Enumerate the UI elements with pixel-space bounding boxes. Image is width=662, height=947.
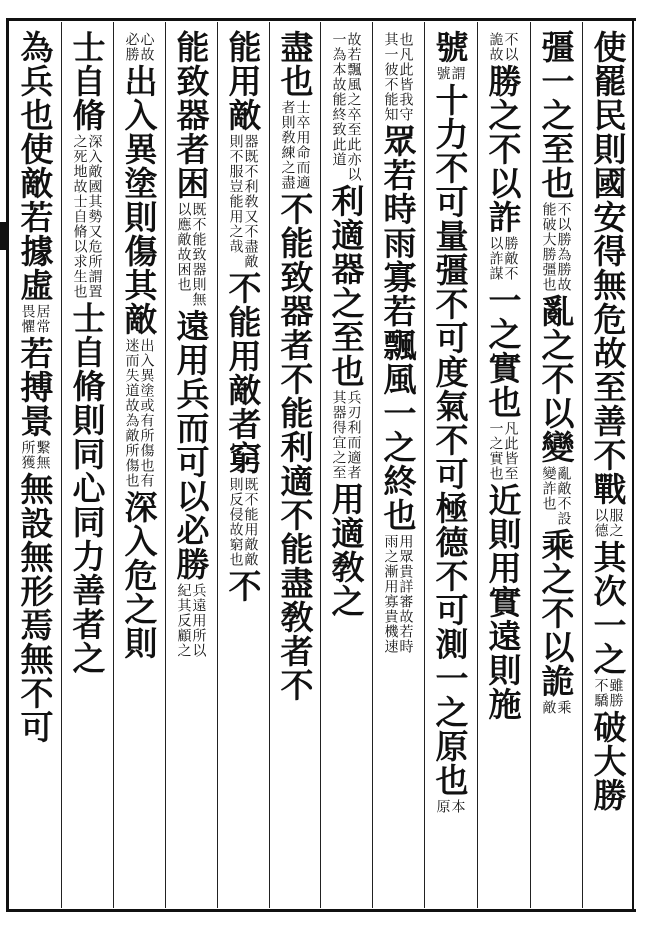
text-column bbox=[272, 30, 318, 902]
text-column bbox=[427, 30, 473, 902]
commentary-line: 士卒用命而適 bbox=[294, 100, 311, 190]
main-text: 不能致器者不能利適不能盡敎者不 bbox=[275, 192, 315, 702]
commentary-note bbox=[229, 134, 258, 269]
main-text: 士自脩 bbox=[67, 30, 107, 132]
commentary-note bbox=[332, 390, 361, 480]
commentary-note bbox=[281, 100, 310, 190]
commentary-line: 繫無 bbox=[34, 440, 51, 470]
main-text: 不能用敵者窮 bbox=[223, 271, 263, 475]
text-column bbox=[64, 30, 110, 902]
main-text: 眾若時雨寡若飄風一之終也 bbox=[378, 124, 418, 532]
commentary-line: 器既不利敎又不盡敵 bbox=[242, 134, 259, 269]
text-column bbox=[220, 30, 266, 902]
text-column bbox=[12, 30, 58, 902]
main-text: 利適器之至也 bbox=[326, 184, 366, 388]
commentary-line: 之死地故士自脩以求生也 bbox=[71, 134, 88, 299]
main-text: 用適敎之 bbox=[326, 482, 366, 618]
commentary-note bbox=[125, 32, 154, 62]
commentary-note bbox=[21, 304, 50, 334]
commentary-line: 以德 bbox=[592, 508, 609, 538]
commentary-line: 號 bbox=[434, 66, 451, 81]
commentary-line: 其一彼不能知 bbox=[382, 32, 399, 122]
column-rule bbox=[320, 22, 321, 908]
commentary-line: 者則敎練之盡 bbox=[279, 100, 296, 190]
commentary-note bbox=[177, 202, 206, 307]
commentary-line: 以應敵故困也 bbox=[175, 202, 192, 292]
text-column bbox=[480, 30, 526, 902]
commentary-line: 凡此皆至 bbox=[502, 421, 519, 481]
commentary-note bbox=[542, 202, 571, 292]
commentary-line: 故若飄風之卒至此亦以 bbox=[345, 32, 362, 182]
commentary-note bbox=[229, 477, 258, 567]
commentary-line: 心故 bbox=[138, 32, 155, 62]
main-text: 乘之不以詭 bbox=[536, 528, 576, 698]
column-rule bbox=[372, 22, 373, 908]
text-column bbox=[116, 30, 162, 902]
commentary-note bbox=[542, 466, 571, 526]
commentary-note bbox=[125, 338, 154, 488]
commentary-line: 勝敵不 bbox=[502, 236, 519, 281]
commentary-note bbox=[542, 700, 571, 715]
commentary-line: 亂敵不設 bbox=[555, 466, 572, 526]
margin-mark bbox=[0, 222, 8, 250]
commentary-line: 以詐謀 bbox=[487, 236, 504, 281]
commentary-line: 乘 bbox=[555, 700, 572, 715]
column-rule bbox=[582, 22, 583, 908]
main-text: 一之實也 bbox=[483, 283, 523, 419]
right-border bbox=[632, 18, 634, 912]
main-text: 能用敵 bbox=[223, 30, 263, 132]
main-text: 號 bbox=[430, 30, 470, 64]
commentary-line: 也凡此皆我守 bbox=[397, 32, 414, 122]
commentary-line: 一之實也 bbox=[487, 421, 504, 481]
text-column bbox=[375, 30, 421, 902]
column-rule bbox=[61, 22, 62, 908]
commentary-note bbox=[332, 32, 361, 182]
commentary-line: 出入異塗或有所傷也有 bbox=[138, 338, 155, 488]
commentary-line: 則反侵故窮也 bbox=[227, 477, 244, 567]
main-text: 彊一之至也 bbox=[536, 30, 576, 200]
commentary-note bbox=[73, 134, 102, 299]
commentary-line: 既不能用敵敵 bbox=[242, 477, 259, 567]
commentary-note bbox=[594, 678, 623, 708]
commentary-line: 服之 bbox=[607, 508, 624, 538]
main-text: 勝之不以詐 bbox=[483, 64, 523, 234]
commentary-note bbox=[436, 66, 465, 81]
commentary-note bbox=[489, 236, 518, 281]
text-column bbox=[168, 30, 214, 902]
column-rule bbox=[424, 22, 425, 908]
commentary-line: 其器得宜之至 bbox=[330, 390, 347, 480]
commentary-line: 本 bbox=[449, 799, 466, 814]
text-column bbox=[533, 30, 579, 902]
column-rule bbox=[217, 22, 218, 908]
commentary-line: 深入敵國其勢又危所謂置 bbox=[86, 134, 103, 299]
commentary-note bbox=[489, 421, 518, 481]
text-column bbox=[323, 30, 369, 902]
commentary-line: 謂 bbox=[449, 66, 466, 81]
commentary-note bbox=[436, 799, 465, 814]
main-text: 遠用兵而可以必勝 bbox=[171, 309, 211, 581]
commentary-line: 必勝 bbox=[123, 32, 140, 62]
main-text: 其次一之 bbox=[588, 540, 628, 676]
main-text: 亂之不以變 bbox=[536, 294, 576, 464]
main-text: 出入異塗則傷其敵 bbox=[119, 64, 159, 336]
main-text: 使罷民則國安得無危故至善不戰 bbox=[588, 30, 628, 506]
commentary-note bbox=[384, 534, 413, 654]
commentary-line: 所獲 bbox=[19, 440, 36, 470]
commentary-line: 則不服豈能用之哉 bbox=[227, 134, 244, 254]
commentary-line: 不以勝為勝故 bbox=[555, 202, 572, 292]
column-rule bbox=[477, 22, 478, 908]
commentary-line: 能破大勝彊也 bbox=[540, 202, 557, 292]
commentary-line: 一為本故能終致此道 bbox=[330, 32, 347, 167]
column-rule bbox=[165, 22, 166, 908]
commentary-line: 既不能致器則無 bbox=[190, 202, 207, 307]
commentary-line: 詭故 bbox=[487, 32, 504, 62]
commentary-line: 敵 bbox=[540, 700, 557, 715]
main-text: 士自脩則同心同力善者之 bbox=[67, 301, 107, 675]
main-text: 盡也 bbox=[275, 30, 315, 98]
main-text: 無設無形焉無不可 bbox=[15, 472, 55, 744]
text-column bbox=[585, 30, 631, 902]
column-rule bbox=[269, 22, 270, 908]
commentary-note bbox=[384, 32, 413, 122]
commentary-line: 不以 bbox=[502, 32, 519, 62]
main-text: 不 bbox=[223, 569, 263, 603]
main-text: 若搏景 bbox=[15, 336, 55, 438]
commentary-line: 兵遠用所以 bbox=[190, 583, 207, 658]
main-text: 能致器者困 bbox=[171, 30, 211, 200]
commentary-line: 紀其反顧之 bbox=[175, 583, 192, 658]
commentary-note bbox=[594, 508, 623, 538]
commentary-note bbox=[489, 32, 518, 62]
main-text: 為兵也使敵若據虛 bbox=[15, 30, 55, 302]
main-text: 近則用實遠則施 bbox=[483, 483, 523, 721]
commentary-line: 原 bbox=[434, 799, 451, 814]
main-text: 破大勝 bbox=[588, 710, 628, 812]
commentary-note bbox=[21, 440, 50, 470]
commentary-line: 雨之漸用寡貴機速 bbox=[382, 534, 399, 654]
left-border bbox=[6, 18, 9, 912]
column-rule bbox=[113, 22, 114, 908]
commentary-note bbox=[177, 583, 206, 658]
commentary-line: 迷而失道故為敵所傷也 bbox=[123, 338, 140, 488]
commentary-line: 畏懼 bbox=[19, 304, 36, 334]
commentary-line: 雖勝 bbox=[607, 678, 624, 708]
commentary-line: 變詐也 bbox=[540, 466, 557, 511]
commentary-line: 用眾貴詳審故若時 bbox=[397, 534, 414, 654]
commentary-line: 兵刃利而適者 bbox=[345, 390, 362, 480]
main-text: 深入危之則 bbox=[119, 490, 159, 660]
commentary-line: 不驕 bbox=[592, 678, 609, 708]
commentary-line: 居常 bbox=[34, 304, 51, 334]
column-rule bbox=[530, 22, 531, 908]
main-text: 十力不可量彊不可度氣不可極德不可測一之原也 bbox=[430, 83, 470, 797]
